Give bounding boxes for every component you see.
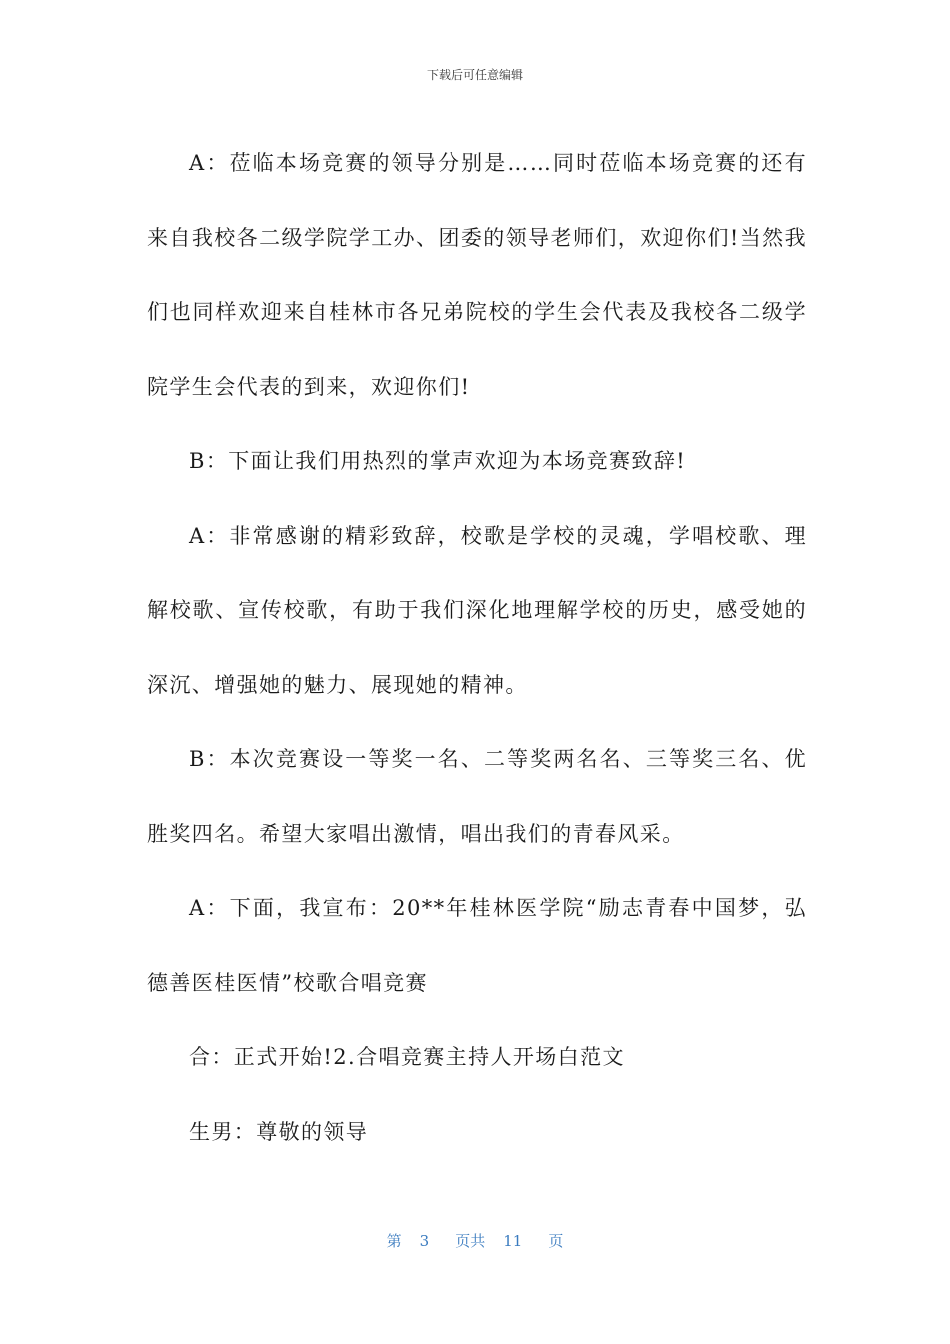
paragraph-5: A：下面，我宣布：20**年桂林医学院“励志青春中国梦，弘德善医桂医情”校歌合唱竞赛 <box>147 896 807 995</box>
page-footer <box>0 1230 950 1251</box>
header-note: 下载后可任意编辑 <box>426 68 523 82</box>
paragraph-6: 合：正式开始!2.合唱竞赛主持人开场白范文 <box>189 1045 625 1069</box>
document-body <box>147 126 807 1169</box>
page-label-prefix: 第 <box>386 1232 402 1250</box>
paragraph-7: 生男：尊敬的领导 <box>189 1119 369 1144</box>
total-pages-number: 11 <box>503 1232 523 1250</box>
paragraph-3: A：非常感谢的精彩致辞，校歌是学校的灵魂，学唱校歌、理解校歌、宣传校歌，有助于我们深化地理解学校的历史，感受她的深沉、增强她的魅力、展现她的精神。 <box>147 523 807 697</box>
paragraph-4: B：本次竞赛设一等奖一名、二等奖两名名、三等奖三名、优胜奖四名。希望大家唱出激情，唱出我们的青春风采。 <box>147 747 807 846</box>
paragraph-1: A：莅临本场竞赛的领导分别是……同时莅临本场竞赛的还有来自我校各二级学院学工办、团委的领导老师们，欢迎你们!当然我们也同样欢迎来自桂林市各兄弟院校的学生会代表及我校各二级学院学生会代表的到来，欢迎你们! <box>147 151 807 399</box>
paragraph-2: B：下面让我们用热烈的掌声欢迎为本场竞赛致辞! <box>189 449 687 473</box>
page-label-suffix: 页 <box>548 1232 564 1250</box>
page-label-mid: 页共 <box>455 1232 486 1250</box>
current-page-number: 3 <box>419 1232 430 1250</box>
